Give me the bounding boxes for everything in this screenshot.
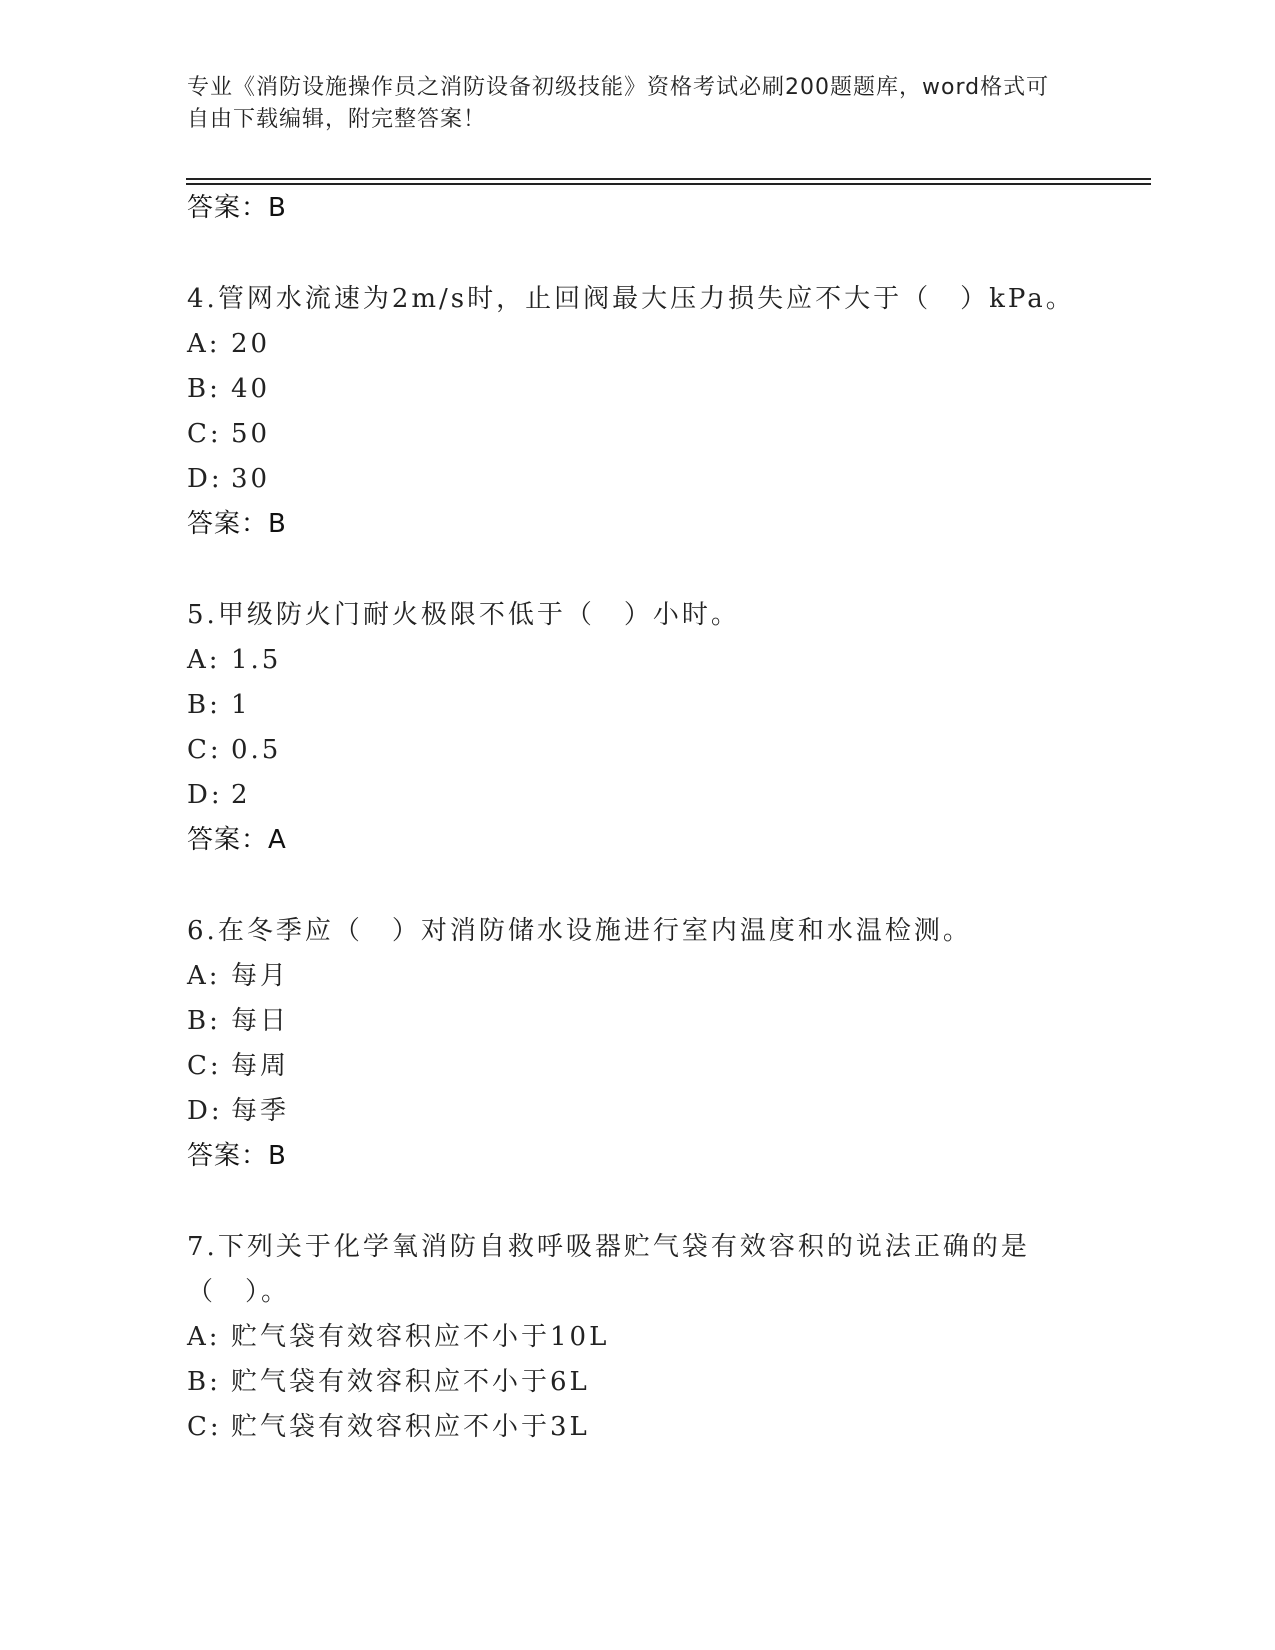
option-a <box>187 638 1107 683</box>
option-text: 贮气袋有效容积应不小于3L <box>231 1412 590 1442</box>
header-divider-bottom <box>186 183 1151 185</box>
option-key: A: <box>187 1322 221 1352</box>
question-number: 7. <box>187 1232 218 1262</box>
question-stem: 管网水流速为2m/s时，止回阀最大压力损失应不大于（ ）kPa。 <box>217 284 1075 314</box>
option-key: C: <box>187 419 222 449</box>
option-key: C: <box>187 1412 222 1442</box>
option-key: C: <box>187 1051 222 1081</box>
option-text: 50 <box>231 419 271 449</box>
answer-value: B <box>268 193 287 223</box>
option-a <box>187 322 1107 367</box>
option-key: B: <box>187 690 221 720</box>
option-text: 1.5 <box>231 645 282 675</box>
answer-label: 答案： <box>187 1141 269 1171</box>
option-d <box>187 1089 1107 1134</box>
option-text: 每日 <box>231 1006 290 1036</box>
option-key: B: <box>187 1006 221 1036</box>
option-key: A: <box>187 961 221 991</box>
option-text: 0.5 <box>231 735 282 765</box>
option-key: A: <box>187 645 221 675</box>
option-c <box>187 728 1107 773</box>
question-text <box>187 277 1107 322</box>
question-stem: 在冬季应（ ）对消防储水设施进行室内温度和水温检测。 <box>217 916 972 946</box>
question-number: 4. <box>187 284 218 314</box>
question-text <box>187 1225 1107 1315</box>
question-stem: 甲级防火门耐火极限不低于（ ）小时。 <box>217 600 740 630</box>
option-a <box>187 954 1107 999</box>
option-b <box>187 367 1107 412</box>
answer-value: B <box>268 1141 287 1171</box>
answer-line <box>187 818 1107 863</box>
question-block <box>187 909 1107 1179</box>
question-number: 5. <box>187 600 218 630</box>
option-text: 30 <box>231 464 271 494</box>
answer-label: 答案： <box>187 825 269 855</box>
option-b <box>187 1360 1107 1405</box>
answer-line <box>187 186 1107 231</box>
option-text: 1 <box>231 690 251 720</box>
question-stem: 下列关于化学氧消防自救呼吸器贮气袋有效容积的说法正确的是（ ）。 <box>187 1232 1030 1307</box>
question-text <box>187 593 1107 638</box>
question-text <box>187 909 1107 954</box>
option-b <box>187 683 1107 728</box>
option-text: 贮气袋有效容积应不小于6L <box>231 1367 590 1397</box>
question-block <box>187 593 1107 863</box>
option-key: D: <box>187 780 223 810</box>
option-text: 2 <box>231 780 251 810</box>
document-header: 专业《消防设施操作员之消防设备初级技能》资格考试必刷200题题库，word格式可自由下载编辑，附完整答案！ <box>187 75 1050 132</box>
option-key: C: <box>187 735 222 765</box>
question-number: 6. <box>187 916 218 946</box>
option-b <box>187 999 1107 1044</box>
question-block <box>187 1225 1107 1450</box>
header-divider-top <box>186 178 1151 180</box>
option-key: A: <box>187 329 221 359</box>
option-key: B: <box>187 374 221 404</box>
option-key: D: <box>187 1096 223 1126</box>
question-list <box>187 186 1107 1450</box>
option-text: 40 <box>231 374 271 404</box>
option-key: B: <box>187 1367 221 1397</box>
answer-label: 答案： <box>187 509 269 539</box>
option-c <box>187 1405 1107 1450</box>
option-a <box>187 1315 1107 1360</box>
answer-value: B <box>268 509 287 539</box>
answer-value: A <box>268 825 287 855</box>
option-c <box>187 412 1107 457</box>
option-text: 每周 <box>231 1051 290 1081</box>
option-text: 贮气袋有效容积应不小于10L <box>231 1322 610 1352</box>
answer-label: 答案： <box>187 193 269 223</box>
option-c <box>187 1044 1107 1089</box>
option-d <box>187 773 1107 818</box>
question-block <box>187 277 1107 547</box>
option-text: 20 <box>231 329 271 359</box>
answer-line <box>187 502 1107 547</box>
option-text: 每季 <box>231 1096 290 1126</box>
option-text: 每月 <box>231 961 290 991</box>
option-key: D: <box>187 464 223 494</box>
option-d <box>187 457 1107 502</box>
answer-line <box>187 1134 1107 1179</box>
